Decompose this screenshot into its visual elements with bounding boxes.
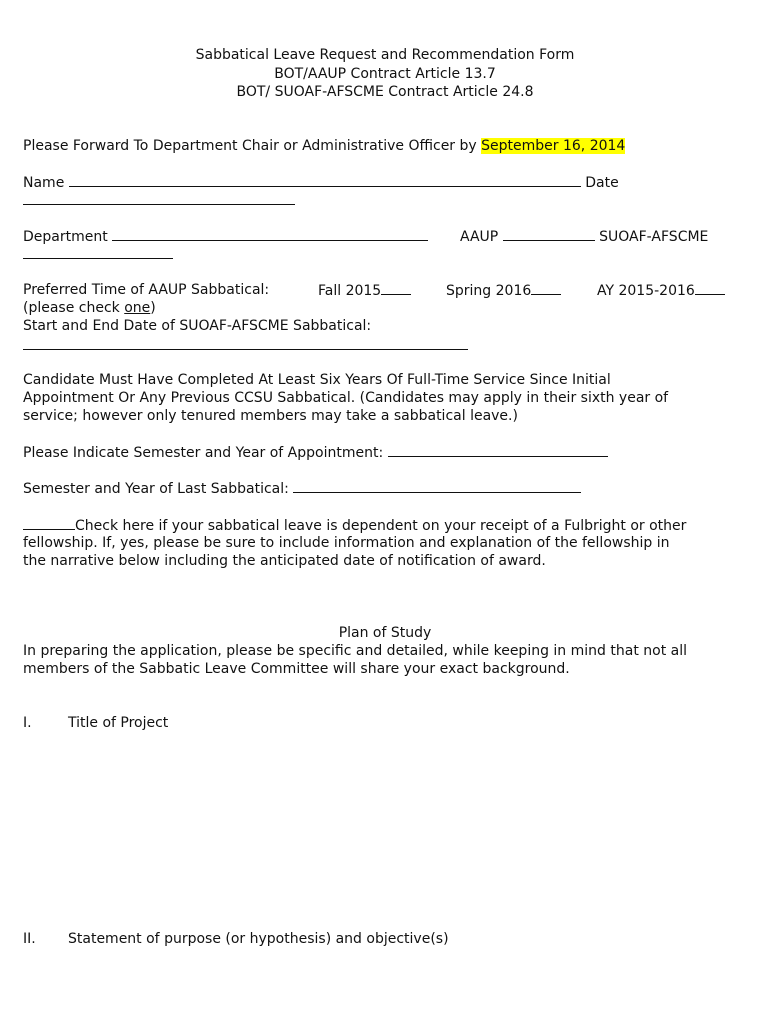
department-field[interactable] [112, 227, 428, 241]
deadline-highlight: September 16, 2014 [481, 138, 626, 154]
plan-instruction-line-2: members of the Sabbatic Leave Committee will share your exact background. [23, 661, 570, 677]
suoaf-dates-field[interactable] [23, 336, 468, 355]
name-row [23, 173, 619, 192]
section-1-number: I. [23, 715, 32, 731]
suoaf-dates-label: Start and End Date of SUOAF-AFSCME Sabbatical: [23, 318, 372, 334]
ay-2015-2016-option[interactable] [597, 281, 725, 300]
spring-2016-option[interactable] [446, 281, 561, 300]
check-one-note [23, 299, 156, 317]
ay-2015-2016-check[interactable] [695, 281, 725, 295]
appointment-field[interactable] [388, 443, 608, 457]
date-label: Date [585, 175, 619, 191]
check-note-suffix: ) [150, 300, 156, 316]
fellowship-line-1 [23, 516, 686, 535]
form-title: Sabbatical Leave Request and Recommendation Form [195, 47, 575, 63]
aaup-check-field[interactable] [503, 227, 595, 241]
aaup-label: AAUP [460, 229, 499, 245]
fellowship-check-text: Check here if your sabbatical leave is dependent on your receipt of a Fulbright or other [75, 518, 687, 534]
eligibility-line-3: service; however only tenured members may take a sabbatical leave.) [23, 408, 518, 424]
last-sabbatical-field[interactable] [293, 479, 581, 493]
name-field[interactable] [69, 173, 581, 187]
forward-text: Please Forward To Department Chair or Administrative Officer by [23, 138, 482, 154]
form-subtitle-aaup: BOT/AAUP Contract Article 13.7 [274, 66, 496, 82]
plan-instruction-line-1: In preparing the application, please be specific and detailed, while keeping in mind that not all [23, 643, 687, 659]
last-sabbatical-row [23, 479, 581, 498]
appointment-label: Please Indicate Semester and Year of Appointment: [23, 445, 384, 461]
fellowship-check-field[interactable] [23, 516, 75, 530]
aaup-option [460, 227, 708, 246]
forward-instruction [23, 137, 625, 155]
form-subtitle-suoaf: BOT/ SUOAF-AFSCME Contract Article 24.8 [236, 84, 534, 100]
suoaf-label: SUOAF-AFSCME [599, 229, 709, 245]
fellowship-line-2: fellowship. If, yes, please be sure to include information and explanation of the fellowship in [23, 535, 670, 551]
fall-2015-check[interactable] [381, 281, 411, 295]
preferred-time-label: Preferred Time of AAUP Sabbatical: [23, 282, 270, 298]
plan-of-study-heading: Plan of Study [338, 625, 432, 641]
last-sabbatical-label: Semester and Year of Last Sabbatical: [23, 481, 289, 497]
check-note-word: one [124, 300, 151, 316]
check-note-prefix: (please check [23, 300, 125, 316]
fall-2015-label: Fall 2015 [318, 283, 382, 299]
eligibility-line-1: Candidate Must Have Completed At Least Six Years Of Full-Time Service Since Initial [23, 372, 611, 388]
ay-2015-2016-label: AY 2015-2016 [597, 283, 695, 299]
eligibility-line-2: Appointment Or Any Previous CCSU Sabbatical. (Candidates may apply in their sixth year of [23, 390, 669, 406]
fall-2015-option[interactable] [318, 281, 411, 300]
fellowship-line-3: the narrative below including the anticipated date of notification of award. [23, 553, 546, 569]
name-label: Name [23, 175, 65, 191]
suoaf-check-field[interactable] [23, 245, 173, 264]
department-row [23, 227, 428, 246]
section-2-title: Statement of purpose (or hypothesis) and objective(s) [68, 931, 449, 947]
department-label: Department [23, 229, 108, 245]
appointment-row [23, 443, 608, 462]
spring-2016-label: Spring 2016 [446, 283, 532, 299]
section-2-number: II. [23, 931, 36, 947]
spring-2016-check[interactable] [531, 281, 561, 295]
section-1-title: Title of Project [68, 715, 169, 731]
date-field-continued[interactable] [23, 191, 295, 210]
